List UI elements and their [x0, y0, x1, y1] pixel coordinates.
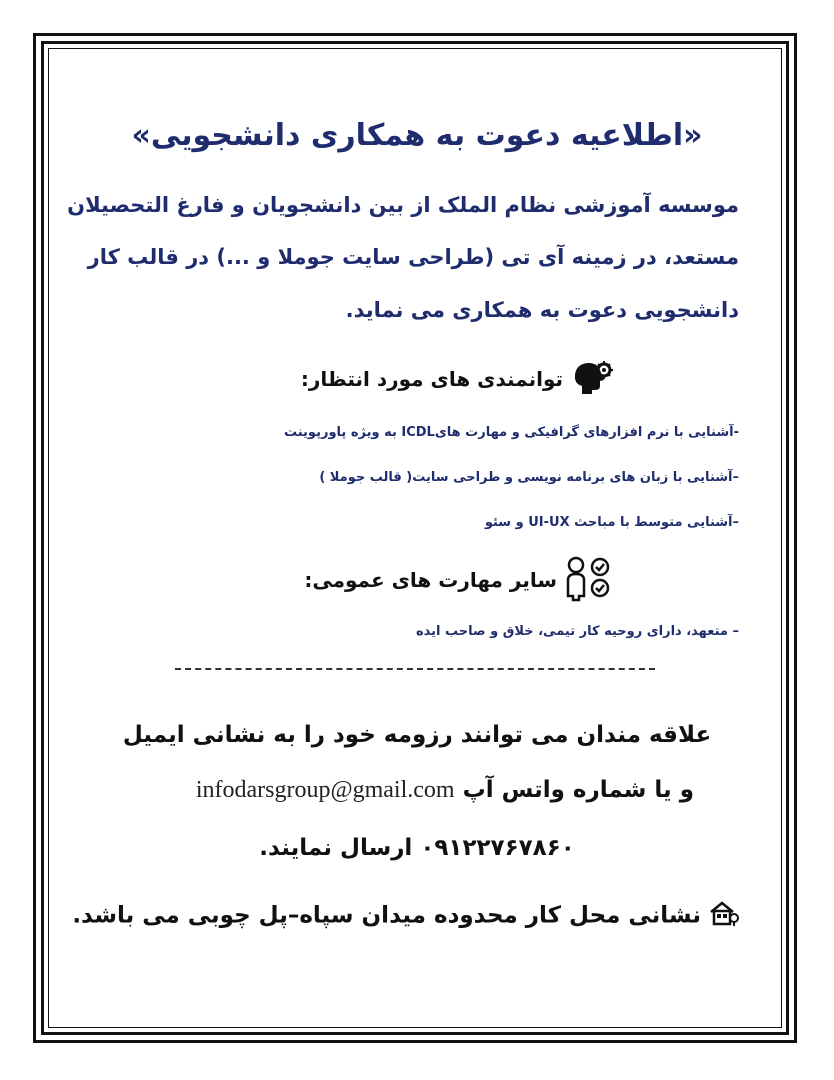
intro-line-2: مستعد، در زمینه آی تی (طراحی سایت جوملا و ...) در قالب کار: [87, 245, 739, 269]
announcement-title: «اطلاعیه دعوت به همکاری دانشجویی»: [131, 118, 703, 153]
skills-item-1: -آشنایی با نرم افزارهای گرافیکی و مهارت هایICDL به ویژه پاورپوینت: [283, 425, 739, 440]
address-line: [72, 900, 739, 932]
head-gear-icon: [570, 360, 614, 401]
contact-line-2: [196, 777, 694, 804]
general-heading: [304, 556, 614, 607]
skills-heading: [301, 360, 614, 401]
skills-item-2: –آشنایی با زبان های برنامه نویسی و طراحی سایت( قالب جوملا ): [319, 470, 739, 485]
general-heading-text: سایر مهارت های عمومی:: [304, 568, 558, 592]
whatsapp-label: و یا شماره واتس آپ: [462, 777, 694, 803]
house-location-icon: [709, 900, 739, 932]
general-item-1: – متعهد، دارای روحیه کار تیمی، خلاق و صاحب ایده: [415, 624, 739, 639]
send-instruction: ارسال نمایند.: [259, 835, 413, 861]
person-checklist-icon: [564, 556, 614, 607]
email-address[interactable]: infodarsgroup@gmail.com: [195, 777, 455, 803]
contact-line-1: علاقه مندان می توانند رزومه خود را به نشانی ایمیل: [122, 722, 712, 748]
phone-number[interactable]: ۰۹۱۲۲۷۶۷۸۶۰: [420, 835, 575, 861]
skills-heading-text: توانمندی های مورد انتظار:: [300, 367, 564, 391]
intro-line-1: موسسه آموزشی نظام الملک از بین دانشجویان و فارغ التحصیلان: [67, 193, 739, 217]
contact-line-3: [0, 835, 834, 861]
address-text: نشانی محل کار محدوده میدان سپاه–پل چوبی می باشد.: [72, 902, 701, 929]
intro-line-3: دانشجویی دعوت به همکاری می نماید.: [345, 298, 739, 322]
skills-item-3: –آشنایی متوسط با مباحث UI-UX و سئو: [484, 515, 739, 530]
section-divider: [175, 668, 655, 670]
